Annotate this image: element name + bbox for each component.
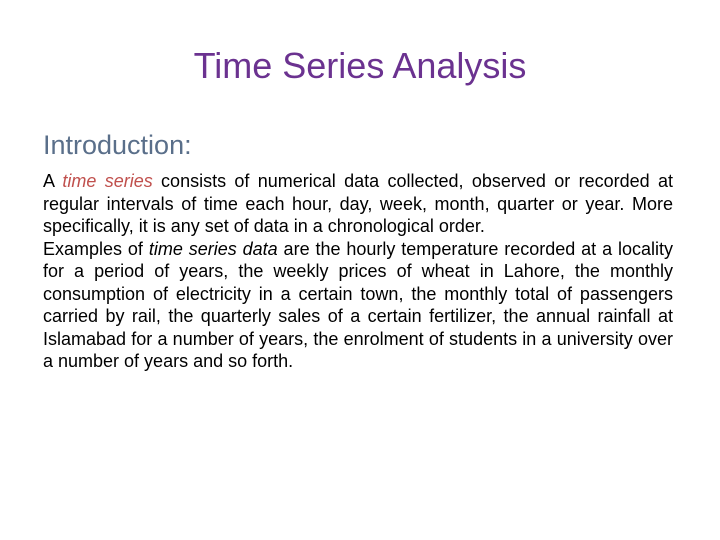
paragraph-examples-rest: are the hourly temperature recorded at a locality for a period of years, the weekly prices of wheat in Lahore, the monthly consumption of electricity in a certain town, the monthly total of passengers carried by rail, the quarterly sales of a certain fertilizer, the annual rainfall at Islamabad for a number of years, the enrolment of students in a university over a number of years and so forth. bbox=[43, 238, 673, 371]
paragraph-examples bbox=[43, 238, 673, 373]
term-time-series: time series bbox=[62, 171, 153, 191]
section-heading: Introduction: bbox=[43, 130, 192, 160]
slide-title: Time Series Analysis bbox=[193, 45, 527, 86]
paragraph-definition bbox=[43, 170, 673, 238]
paragraph-definition-rest: consists of numerical data collected, observed or recorded at regular intervals of time each hour, day, week, month, quarter or year. More specifically, it is any set of data in a chronological order. bbox=[43, 171, 673, 236]
paragraph-definition-lead: A bbox=[43, 171, 63, 191]
paragraph-examples-lead: Examples of bbox=[43, 238, 149, 259]
slide-body bbox=[43, 170, 673, 373]
term-time-series-data: time series data bbox=[148, 238, 278, 259]
